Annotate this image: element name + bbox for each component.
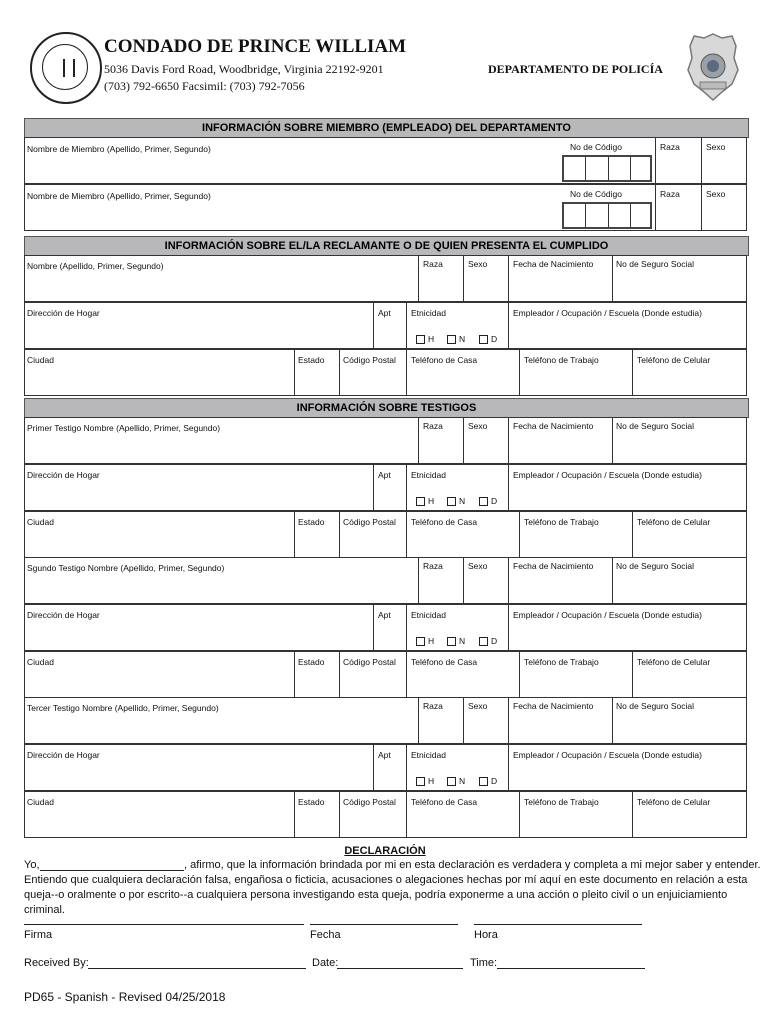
witness3-ethnicity-n-label: N <box>459 776 466 786</box>
witness2-apt-label: Apt <box>378 610 391 620</box>
complainant-zip-label: Código Postal <box>343 355 396 365</box>
declarant-name-line[interactable] <box>40 870 184 871</box>
member1-code-input[interactable] <box>562 155 652 182</box>
witness1-zip-label: Código Postal <box>343 517 396 527</box>
witness3-ethnicity-h-checkbox[interactable] <box>416 777 425 786</box>
complainant-race-label: Raza <box>423 259 443 269</box>
received-by-label: Received By: <box>24 957 89 969</box>
witness2-race-label: Raza <box>423 561 443 571</box>
witness2-ethnicity-n-label: N <box>459 636 466 646</box>
declaration-line1: , afirmo, que la información brindada por mi en esta declaración es verdadera y completa a mi mejor saber y entender. <box>184 859 761 871</box>
witness3-apt-label: Apt <box>378 750 391 760</box>
complainant-ethnicity-h-label: H <box>428 334 435 344</box>
witness3-employer-label: Empleador / Ocupación / Escuela (Donde estudia) <box>513 750 702 760</box>
witness3-name-label: Tercer Testigo Nombre (Apellido, Primer, Segundo) <box>27 703 219 713</box>
complainant-state-label: Estado <box>298 355 325 365</box>
witness1-ethnicity-n-checkbox[interactable] <box>447 497 456 506</box>
witness3-work-phone-label: Teléfono de Trabajo <box>524 797 599 807</box>
witness1-birth-label: Fecha de Nacimiento <box>513 421 594 431</box>
witness1-ethnicity-n-label: N <box>459 496 466 506</box>
witness3-race-label: Raza <box>423 701 443 711</box>
complainant-sex-label: Sexo <box>468 259 488 269</box>
witness3-ethnicity-h-label: H <box>428 776 435 786</box>
witness2-state-label: Estado <box>298 657 325 667</box>
witness1-apt-label: Apt <box>378 470 391 480</box>
member2-sex-label: Sexo <box>706 189 726 199</box>
date-line[interactable] <box>310 924 458 925</box>
declaration-line4: criminal. <box>24 904 65 916</box>
complainant-ssn-label: No de Seguro Social <box>616 259 694 269</box>
section-member-header: INFORMACIÓN SOBRE MIEMBRO (EMPLEADO) DEL DEPARTAMENTO <box>24 118 749 138</box>
declaration-title: DECLARACIÓN <box>344 845 426 857</box>
witness2-name-label: Sgundo Testigo Nombre (Apellido, Primer, Segundo) <box>27 563 225 573</box>
time-label: Hora <box>474 929 498 941</box>
member2-name-label: Nombre de Miembro (Apellido, Primer, Segundo) <box>27 191 211 201</box>
witness1-ssn-label: No de Seguro Social <box>616 421 694 431</box>
witness3-state-label: Estado <box>298 797 325 807</box>
complainant-work-phone-label: Teléfono de Trabajo <box>524 355 599 365</box>
member1-sex-label: Sexo <box>706 142 726 152</box>
witness3-ethnicity-label: Etnicidad <box>411 750 446 760</box>
witness3-birth-label: Fecha de Nacimiento <box>513 701 594 711</box>
witness1-name-label: Primer Testigo Nombre (Apellido, Primer, Segundo) <box>27 423 221 433</box>
received-by-line[interactable] <box>88 968 306 969</box>
section-complainant-header: INFORMACIÓN SOBRE EL/LA RECLAMANTE O DE QUIEN PRESENTA EL CUMPLIDO <box>24 236 749 256</box>
form-footer: PD65 - Spanish - Revised 04/25/2018 <box>24 990 226 1004</box>
received-date-label: Date: <box>312 957 339 969</box>
time-line[interactable] <box>474 924 642 925</box>
witness3-city-label: Ciudad <box>27 797 54 807</box>
complainant-ethnicity-label: Etnicidad <box>411 308 446 318</box>
witness2-ssn-label: No de Seguro Social <box>616 561 694 571</box>
received-time-line[interactable] <box>497 968 645 969</box>
witness1-state-label: Estado <box>298 517 325 527</box>
witness2-ethnicity-h-checkbox[interactable] <box>416 637 425 646</box>
witness1-ethnicity-d-label: D <box>491 496 498 506</box>
complainant-ethnicity-n-label: N <box>459 334 466 344</box>
complainant-cell-phone-label: Teléfono de Celular <box>637 355 711 365</box>
complainant-name-label: Nombre (Apellido, Primer, Segundo) <box>27 261 164 271</box>
witness2-ethnicity-h-label: H <box>428 636 435 646</box>
complainant-ethnicity-h-checkbox[interactable] <box>416 335 425 344</box>
witness1-ethnicity-label: Etnicidad <box>411 470 446 480</box>
department-title: DEPARTAMENTO DE POLICÍA <box>488 62 663 76</box>
witness2-home-phone-label: Teléfono de Casa <box>411 657 478 667</box>
witness1-home-phone-label: Teléfono de Casa <box>411 517 478 527</box>
witness1-ethnicity-h-label: H <box>428 496 435 506</box>
witness3-ethnicity-d-label: D <box>491 776 498 786</box>
complainant-birth-label: Fecha de Nacimiento <box>513 259 594 269</box>
member1-race-label: Raza <box>660 142 680 152</box>
received-time-label: Time: <box>470 957 498 969</box>
witness2-employer-label: Empleador / Ocupación / Escuela (Donde estudia) <box>513 610 702 620</box>
witness1-race-label: Raza <box>423 421 443 431</box>
witness2-sex-label: Sexo <box>468 561 488 571</box>
witness2-city-label: Ciudad <box>27 657 54 667</box>
witness2-ethnicity-label: Etnicidad <box>411 610 446 620</box>
witness2-ethnicity-n-checkbox[interactable] <box>447 637 456 646</box>
member2-code-input[interactable] <box>562 202 652 229</box>
section-witness-header: INFORMACIÓN SOBRE TESTIGOS <box>24 398 749 418</box>
county-title: CONDADO DE PRINCE WILLIAM <box>104 36 407 57</box>
witness1-address-label: Dirección de Hogar <box>27 470 100 480</box>
police-badge-icon <box>686 32 740 102</box>
complainant-city-label: Ciudad <box>27 355 54 365</box>
witness2-work-phone-label: Teléfono de Trabajo <box>524 657 599 667</box>
witness1-city-label: Ciudad <box>27 517 54 527</box>
member1-code-label: No de Código <box>570 142 622 152</box>
witness2-ethnicity-d-label: D <box>491 636 498 646</box>
witness2-birth-label: Fecha de Nacimiento <box>513 561 594 571</box>
witness1-ethnicity-h-checkbox[interactable] <box>416 497 425 506</box>
signature-line[interactable] <box>24 924 304 925</box>
witness3-ssn-label: No de Seguro Social <box>616 701 694 711</box>
declaration-line2: Entiendo que cualquiera declaración falsa, engañosa o ficticia, acusaciones o alegaciones hechas por mí aquí en este documento en relación a esta <box>24 874 748 886</box>
address-line: 5036 Davis Ford Road, Woodbridge, Virginia 22192-9201 <box>104 62 384 76</box>
complainant-apt-label: Apt <box>378 308 391 318</box>
member2-code-label: No de Código <box>570 189 622 199</box>
county-seal <box>30 32 102 104</box>
witness3-ethnicity-d-checkbox[interactable] <box>479 777 488 786</box>
complainant-employer-label: Empleador / Ocupación / Escuela (Donde estudia) <box>513 308 702 318</box>
phone-line: (703) 792-6650 Facsimil: (703) 792-7056 <box>104 79 305 93</box>
witness3-cell-phone-label: Teléfono de Celular <box>637 797 711 807</box>
witness3-zip-label: Código Postal <box>343 797 396 807</box>
witness1-ethnicity-d-checkbox[interactable] <box>479 497 488 506</box>
complainant-ethnicity-d-label: D <box>491 334 498 344</box>
witness1-sex-label: Sexo <box>468 421 488 431</box>
member2-race-label: Raza <box>660 189 680 199</box>
witness1-work-phone-label: Teléfono de Trabajo <box>524 517 599 527</box>
date-label: Fecha <box>310 929 341 941</box>
member1-name-label: Nombre de Miembro (Apellido, Primer, Segundo) <box>27 144 211 154</box>
witness3-home-phone-label: Teléfono de Casa <box>411 797 478 807</box>
witness3-address-label: Dirección de Hogar <box>27 750 100 760</box>
complainant-home-phone-label: Teléfono de Casa <box>411 355 478 365</box>
witness2-zip-label: Código Postal <box>343 657 396 667</box>
received-date-line[interactable] <box>337 968 463 969</box>
complainant-ethnicity-d-checkbox[interactable] <box>479 335 488 344</box>
complainant-ethnicity-n-checkbox[interactable] <box>447 335 456 344</box>
witness1-cell-phone-label: Teléfono de Celular <box>637 517 711 527</box>
declaration-line3: queja--o oralmente o por escrito--a cualquiera persona investigando esta queja, podría exponerme a una acción o pleito civil o un enjuiciamiento <box>24 889 728 901</box>
complainant-address-label: Dirección de Hogar <box>27 308 100 318</box>
witness3-ethnicity-n-checkbox[interactable] <box>447 777 456 786</box>
declaration-yo: Yo, <box>24 859 40 871</box>
witness3-sex-label: Sexo <box>468 701 488 711</box>
witness2-address-label: Dirección de Hogar <box>27 610 100 620</box>
witness2-cell-phone-label: Teléfono de Celular <box>637 657 711 667</box>
witness2-ethnicity-d-checkbox[interactable] <box>479 637 488 646</box>
signature-label: Firma <box>24 929 53 941</box>
witness1-employer-label: Empleador / Ocupación / Escuela (Donde estudia) <box>513 470 702 480</box>
